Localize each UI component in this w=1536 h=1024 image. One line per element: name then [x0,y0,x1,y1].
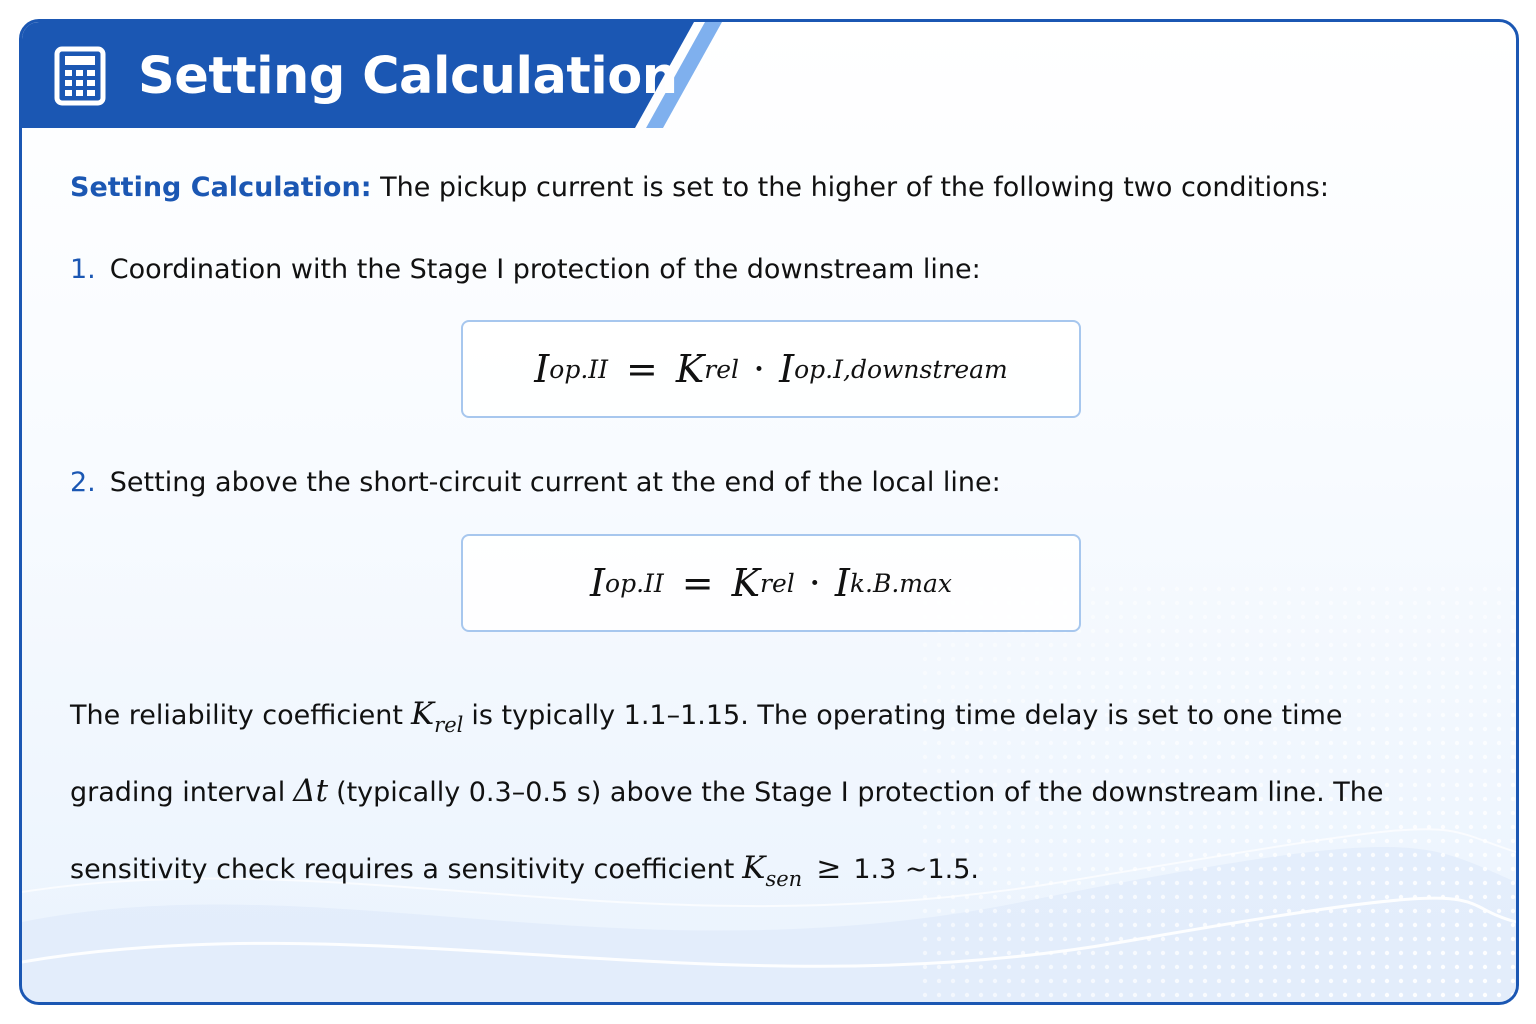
formula-box-2 [461,534,1081,632]
formula-lhs-sub: op.II [549,354,609,384]
formula-rhs: I [834,561,850,605]
formula-k-sub: rel [704,354,740,384]
condition-number: 1. [70,254,96,285]
condition-text: Coordination with the Stage I protection of the downstream line: [109,254,981,285]
formula-k-sub: rel [760,568,795,598]
intro-text: The pickup current is set to the higher of the following two conditions: [371,172,1329,203]
calculator-icon [54,46,106,106]
condition-number: 2. [70,467,96,498]
inline-ge: ≥ [816,851,842,886]
page-title: Setting Calculation [138,47,678,106]
formula-lhs-sub: op.II [605,568,664,598]
condition-text: Setting above the short-circuit current at the end of the local line: [109,467,1001,498]
intro-label: Setting Calculation: [70,172,372,203]
formula-lhs: I [590,561,606,605]
formula-rhs-sub: op.I,downstream [794,354,1008,384]
formula-lhs: I [534,347,550,391]
notes-line-1 [70,696,1342,743]
inline-k-rel [411,696,464,737]
condition-item-1 [70,252,981,288]
intro-paragraph [70,170,1329,206]
formula-k: K [675,347,705,391]
notes-line-3 [70,850,979,897]
notes-text: 1.3 ~1.5. [853,854,980,885]
inline-k-sen [742,850,803,891]
content-card [19,19,1519,1005]
formula-equals: = [681,561,714,605]
notes-text: is typically 1.1–1.15. The operating time delay is set to one time [471,700,1343,731]
notes-text: (typically 0.3–0.5 s) above the Stage I protection of the downstream line. The [336,777,1384,808]
inline-k: K [742,850,766,886]
notes-text: grading interval [70,777,286,808]
notes-text: The reliability coefficient [70,700,403,731]
notes-text: sensitivity check requires a sensitivity coefficient [70,854,735,885]
notes-line-2 [70,773,1384,811]
formula-equals: = [626,347,658,391]
formula-rhs: I [779,347,795,391]
formula-rhs-sub: k.B.max [849,568,952,598]
formula-dot: · [808,561,821,605]
formula-box-1 [461,320,1081,418]
inline-k-sub: sen [765,867,803,891]
formula-dot: · [753,347,766,391]
inline-delta-t: Δt [293,773,329,809]
inline-k: K [411,696,435,732]
inline-k-sub: rel [434,713,464,737]
formula-k: K [731,561,761,605]
condition-item-2 [70,465,1001,501]
